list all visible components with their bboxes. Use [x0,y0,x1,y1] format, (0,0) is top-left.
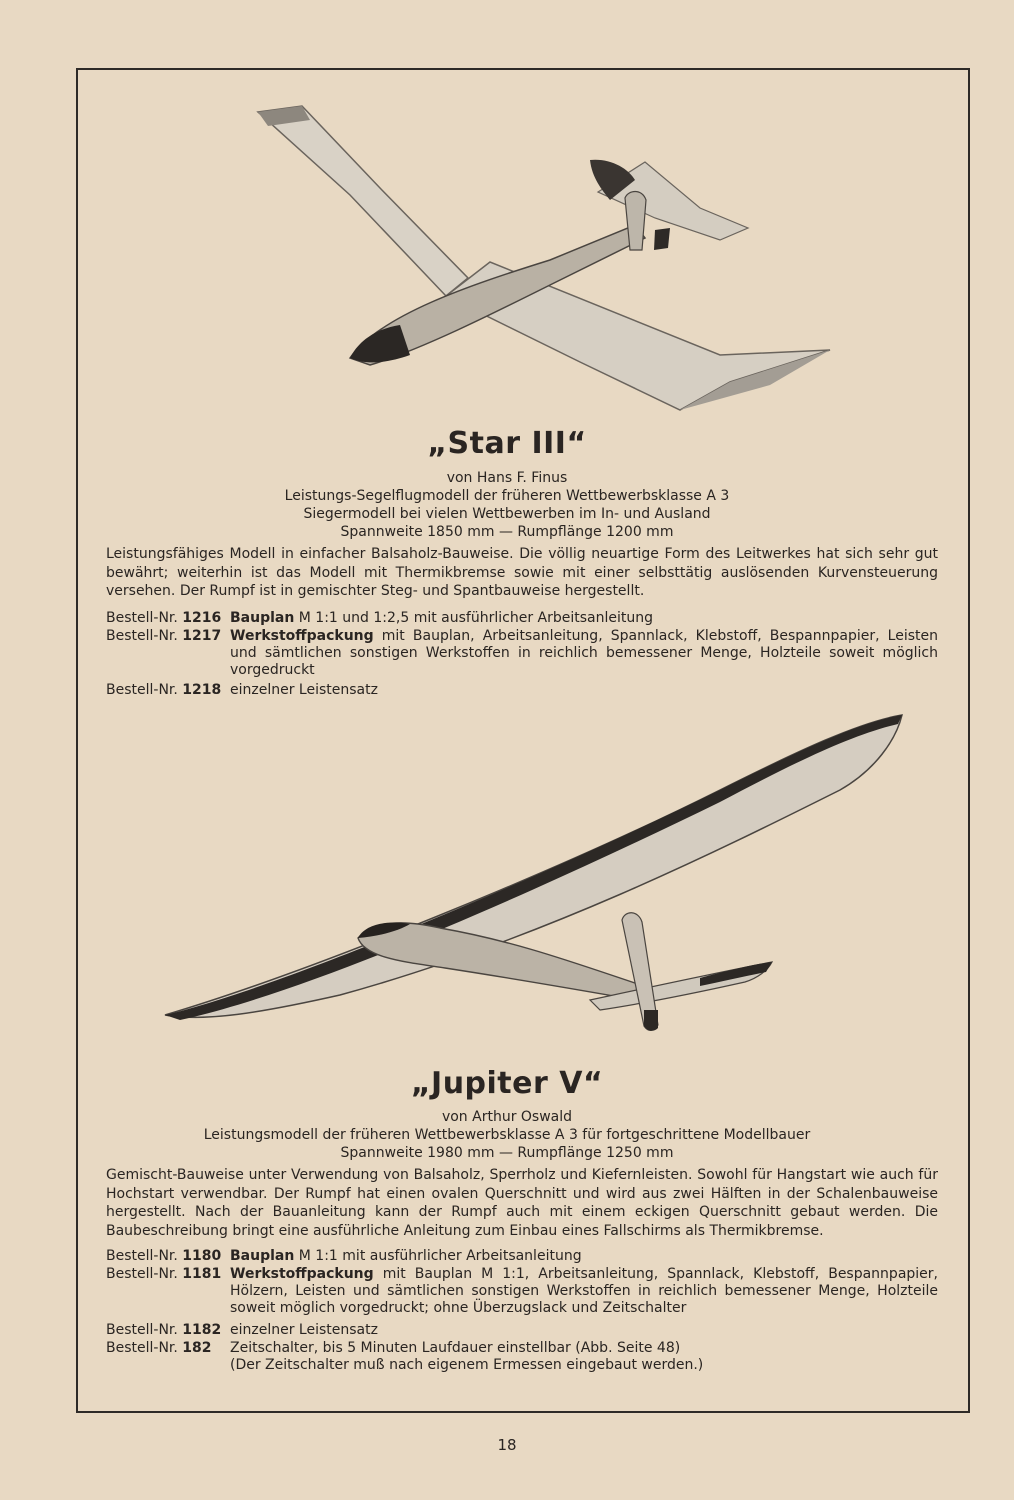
class-line: Leistungsmodell der früheren Wettbewerbsklasse A 3 für fortgeschrittene Modellbauer [203,1127,811,1143]
jupiter-v-glider-illustration [160,710,910,1040]
model-title-jupiter-v: „Jupiter V“ [410,1066,604,1101]
star-iii-glider-illustration [250,100,840,415]
model-title-star-iii: „Star III“ [427,426,587,461]
timer-note: (Der Zeitschalter muß nach eigenem Ermessen eingebaut werden.) [230,1357,704,1373]
award-line: Siegermodell bei vielen Wettbewerben im In- und Ausland [303,506,711,522]
order-row: Bestell-Nr. 182 Zeitschalter, bis 5 Minuten Laufdauer einstellbar (Abb. Seite 48) [106,1340,681,1356]
order-row: Bestell-Nr. 1216 Bauplan M 1:1 und 1:2,5 mit ausführlicher Arbeitsanleitung [106,610,653,626]
model-description: Gemischt-Bauweise unter Verwendung von Balsaholz, Sperrholz und Kiefernleisten. Sowohl für Hangstart wie auch für Hochstart verwendbar. Der Rumpf hat einen ovalen Querschnitt und wird aus zwei Hälften in der Schalenbauweise hergestellt. Nach der Bauanleitung kann der Rumpf auch mit einem eckigen Querschnitt gebaut werden. Die Baubeschreibung bringt eine ausführliche Anleitung zum Einbau eines Fallschirms als Thermikbremse. [106,1167,938,1239]
dimensions-line: Spannweite 1850 mm — Rumpflänge 1200 mm [340,524,674,540]
order-row: Bestell-Nr. 1218 einzelner Leistensatz [106,682,378,698]
dimensions-line: Spannweite 1980 mm — Rumpflänge 1250 mm [340,1145,674,1161]
order-row: Bestell-Nr. 1217 Werkstoffpackung mit Bauplan, Arbeitsanleitung, Spannlack, Klebstoff, Bespannpapier, Leisten und sämtlichen sonstigen Werkstoffen in reichlich bemessener Menge, Holzteile soweit möglich vorgedruckt [106,628,938,678]
author-line: von Hans F. Finus [446,470,568,486]
order-row: Bestell-Nr. 1180 Bauplan M 1:1 mit ausführlicher Arbeitsanleitung [106,1248,582,1264]
order-row: Bestell-Nr. 1181 Werkstoffpackung mit Bauplan M 1:1, Arbeitsanleitung, Spannlack, Klebstoff, Bespannpapier, Hölzern, Leisten und sämtlichen sonstigen Werkstoffen in reichlich bemessener Menge, Holzteile soweit möglich vorgedruckt; ohne Überzugslack und Zeitschalter [106,1266,938,1316]
class-line: Leistungs-Segelflugmodell der früheren Wettbewerbsklasse A 3 [284,488,730,504]
author-line: von Arthur Oswald [441,1109,573,1125]
page-number: 18 [497,1436,517,1454]
order-row: Bestell-Nr. 1182 einzelner Leistensatz [106,1322,378,1338]
model-description: Leistungsfähiges Modell in einfacher Balsaholz-Bauweise. Die völlig neuartige Form des Leitwerkes hat sich sehr gut bewährt; weiterhin ist das Modell mit Thermikbremse sowie mit einer selbsttätig auslösenden Kurvensteuerung versehen. Der Rumpf ist in gemischter Steg- und Spantbauweise hergestellt. [106,546,938,599]
